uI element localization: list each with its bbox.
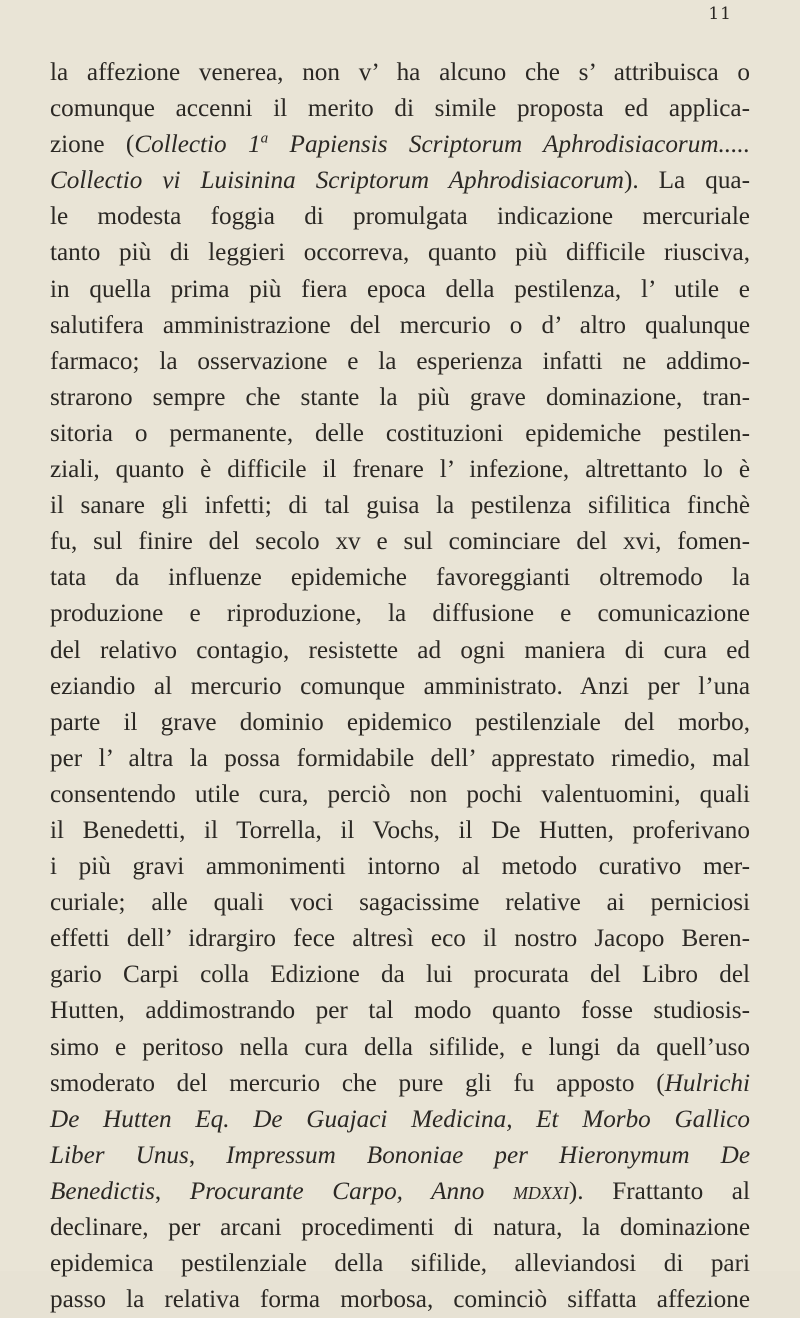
text-line (50, 1066, 750, 1102)
text-line (50, 488, 750, 524)
text-line (50, 813, 750, 849)
text-line (50, 1102, 750, 1138)
italic-text-segment: a (260, 130, 269, 147)
text-segment: epidemica pestilenziale della sifilide, alleviandosi di pari (50, 1250, 750, 1278)
text-segment: strarono sempre che stante la più grave dominazione, tran- (50, 383, 750, 411)
text-segment: le modesta foggia di promulgata indicazione mercuriale (50, 203, 750, 231)
text-line (50, 163, 750, 199)
text-line (50, 1246, 750, 1282)
text-segment: simo e peritoso nella cura della sifilide, e lungi da quell’uso (50, 1033, 750, 1061)
text-segment: zione ( (50, 131, 135, 159)
text-segment: smoderato del mercurio che pure gli fu apposto ( (50, 1069, 665, 1097)
text-line (50, 705, 750, 741)
text-segment: curiale; alle quali voci sagacissime relative ai perniciosi (50, 889, 750, 917)
italic-text-segment: Papiensis Scriptorum Aphrodisiacorum..... (268, 131, 750, 159)
text-line (50, 416, 750, 452)
text-segment: ). La qua- (623, 167, 750, 195)
text-segment: il Benedetti, il Torrella, il Vochs, il De Hutten, proferivano (50, 816, 750, 844)
text-segment: del relativo contagio, resistette ad ogni maniera di cura ed (50, 636, 750, 664)
text-segment: per l’ altra la possa formidabile dell’ apprestato rimedio, mal (50, 744, 750, 772)
text-line (50, 272, 750, 308)
text-segment: gario Carpi colla Edizione da lui procurata del Libro del (50, 961, 750, 989)
text-segment: tata da influenze epidemiche favoreggianti oltremodo la (50, 564, 750, 592)
text-segment: ziali, quanto è difficile il frenare l’ infezione, altrettanto lo è (50, 456, 750, 484)
body-text (50, 55, 750, 1318)
italic-text-segment: Hulrichi (664, 1069, 750, 1097)
text-segment: parte il grave dominio epidemico pestilenziale del morbo, (50, 708, 750, 736)
text-line (50, 91, 750, 127)
text-segment: declinare, per arcani procedimenti di natura, la dominazione (50, 1214, 750, 1241)
text-segment: i più gravi ammonimenti intorno al metodo curativo mer- (50, 853, 750, 881)
text-line (50, 1030, 750, 1066)
italic-text-segment: Collectio 1 (134, 131, 261, 159)
text-line (50, 199, 750, 235)
text-line (50, 55, 750, 91)
text-line (50, 1174, 750, 1210)
text-segment: salutifera amministrazione del mercurio o d’ altro qualunque (50, 311, 750, 339)
text-line (50, 1282, 750, 1318)
text-line (50, 741, 750, 777)
text-line (50, 127, 750, 163)
italic-text-segment: Procurante Carpo, Anno (189, 1177, 513, 1205)
text-line (50, 344, 750, 380)
text-line (50, 921, 750, 957)
text-line (50, 1138, 750, 1174)
text-line (50, 380, 750, 416)
text-segment: Hutten, addimostrando per tal modo quanto fosse studiosis- (50, 997, 750, 1025)
text-segment: sitoria o permanente, delle costituzioni epidemiche pestilen- (50, 419, 750, 447)
italic-text-segment: Liber Unus (50, 1141, 189, 1169)
text-segment: produzione e riproduzione, la diffusione e comunicazione (50, 600, 750, 628)
text-segment: , (188, 1141, 227, 1169)
text-line (50, 633, 750, 669)
text-segment: , (154, 1177, 190, 1205)
italic-text-segment: Impressum Bononiae per Hieronymum De (226, 1141, 750, 1169)
text-segment: tanto più di leggieri occorreva, quanto più difficile riusciva, (50, 239, 750, 267)
text-segment: consentendo utile cura, perciò non pochi valentuomini, quali (50, 780, 750, 808)
text-segment: ). Frattanto al (568, 1177, 750, 1205)
text-line (50, 993, 750, 1029)
italic-text-segment: Collectio vi Luisinina Scriptorum Aphrodisiacorum (50, 167, 624, 195)
text-segment: in quella prima più fiera epoca della pestilenza, l’ utile e (50, 275, 750, 303)
text-segment: fu, sul finire del secolo xv e sul cominciare del xvi, fomen- (50, 528, 750, 556)
text-segment: eziandio al mercurio comunque amministrato. Anzi per l’una (50, 672, 750, 700)
text-segment: la affezione venerea, non v’ ha alcuno che s’ attribuisca o (50, 59, 750, 86)
text-line (50, 560, 750, 596)
text-segment: effetti dell’ idrargiro fece altresì eco il nostro Jacopo Beren- (50, 925, 750, 953)
text-line (50, 849, 750, 885)
text-segment: farmaco; la osservazione e la esperienza infatti ne addimo- (50, 347, 750, 375)
text-line (50, 308, 750, 344)
text-segment: comunque accenni il merito di simile proposta ed applica- (50, 95, 750, 123)
text-line (50, 1210, 750, 1246)
text-line (50, 452, 750, 488)
text-line (50, 777, 750, 813)
text-line (50, 957, 750, 993)
text-line (50, 885, 750, 921)
italic-text-segment: De Hutten Eq. De Guajaci Medicina, Et Morbo Gallico (50, 1105, 750, 1133)
italic-text-segment: Benedictis (50, 1177, 155, 1205)
text-segment: il sanare gli infetti; di tal guisa la pestilenza sifilitica finchè (50, 492, 750, 520)
text-line (50, 524, 750, 560)
page-number: 11 (708, 4, 732, 24)
text-segment: passo la relativa forma morbosa, cominciò siffatta affezione (50, 1286, 750, 1314)
text-segment: mdxxi (512, 1177, 569, 1205)
text-line (50, 669, 750, 705)
text-line (50, 596, 750, 632)
text-line (50, 235, 750, 271)
